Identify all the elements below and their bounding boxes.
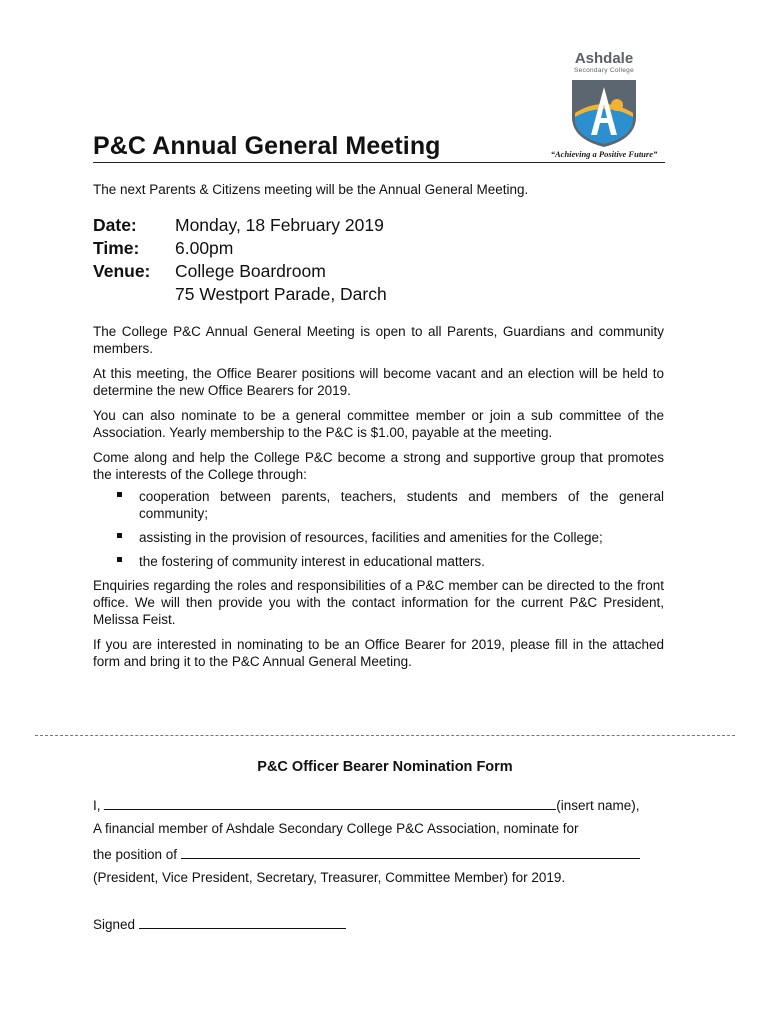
position-field[interactable]: [181, 845, 640, 859]
name-prefix: I,: [93, 798, 101, 813]
paragraph-enquiries: Enquiries regarding the roles and responsibilities of a P&C member can be directed to the front office. We will then provide you with the contact information for the current P&C President, Melissa Feist.: [93, 578, 664, 627]
signed-label: Signed: [93, 917, 136, 932]
form-line-name: [93, 796, 664, 821]
time-value: 6.00pm: [175, 238, 234, 258]
date-value: Monday, 18 February 2019: [175, 215, 384, 235]
list-item: cooperation between parents, teachers, students and members of the general community;: [93, 488, 664, 522]
paragraph-membership: You can also nominate to be a general committee member or join a sub committee of the Association. Yearly membership to the P&C is $1.00, payable at the meeting.: [93, 408, 664, 440]
venue-row: [93, 260, 387, 283]
form-line-options: (President, Vice President, Secretary, Treasurer, Committee Member) for 2019.: [93, 869, 566, 885]
body-text: [93, 323, 664, 678]
nomination-form: [93, 796, 664, 894]
title-rule: [93, 162, 665, 163]
paragraph-come-along: Come along and help the College P&C become a strong and supportive group that promotes the interests of the College through:: [93, 450, 664, 482]
bullet-icon: [117, 533, 122, 538]
interests-list: [93, 488, 664, 570]
logo-subtitle: Secondary College: [573, 67, 635, 74]
intro-text: The next Parents & Citizens meeting will be the Annual General Meeting.: [93, 182, 529, 197]
cut-line-divider: [35, 735, 735, 736]
college-logo: [540, 46, 668, 164]
logo-motto: “Achieving a Positive Future”: [550, 149, 658, 159]
form-line-position: [93, 845, 664, 870]
venue-line-2: 75 Westport Parade, Darch: [175, 284, 387, 304]
shield-icon: [569, 77, 639, 149]
time-label: Time:: [93, 238, 140, 258]
paragraph-positions-vacant: At this meeting, the Office Bearer positions will become vacant and an election will be held to determine the new Office Bearers for 2019.: [93, 366, 664, 398]
venue-line-1: College Boardroom: [175, 261, 326, 281]
paragraph-open-to-all: The College P&C Annual General Meeting is open to all Parents, Guardians and community members.: [93, 324, 664, 356]
form-line-member: A financial member of Ashdale Secondary College P&C Association, nominate for: [93, 820, 579, 836]
name-field[interactable]: [104, 796, 556, 810]
paragraph-nominating: If you are interested in nominating to be an Office Bearer for 2019, please fill in the attached form and bring it to the P&C Annual General Meeting.: [93, 637, 664, 669]
venue-label: Venue:: [93, 261, 151, 281]
page-title: P&C Annual General Meeting: [93, 132, 441, 160]
name-suffix: (insert name),: [556, 798, 640, 813]
time-row: [93, 237, 387, 260]
logo-name: Ashdale: [574, 50, 634, 67]
form-title: P&C Officer Bearer Nomination Form: [257, 759, 513, 775]
meeting-details: [93, 214, 387, 306]
list-item: the fostering of community interest in educational matters.: [93, 553, 664, 570]
date-row: [93, 214, 387, 237]
list-item: assisting in the provision of resources, facilities and amenities for the College;: [93, 529, 664, 546]
bullet-icon: [117, 492, 122, 497]
date-label: Date:: [93, 215, 137, 235]
bullet-icon: [117, 557, 122, 562]
venue-row-2: [93, 283, 387, 306]
signature-row: [93, 915, 346, 932]
position-prefix: the position of: [93, 847, 178, 862]
signature-field[interactable]: [139, 915, 346, 929]
